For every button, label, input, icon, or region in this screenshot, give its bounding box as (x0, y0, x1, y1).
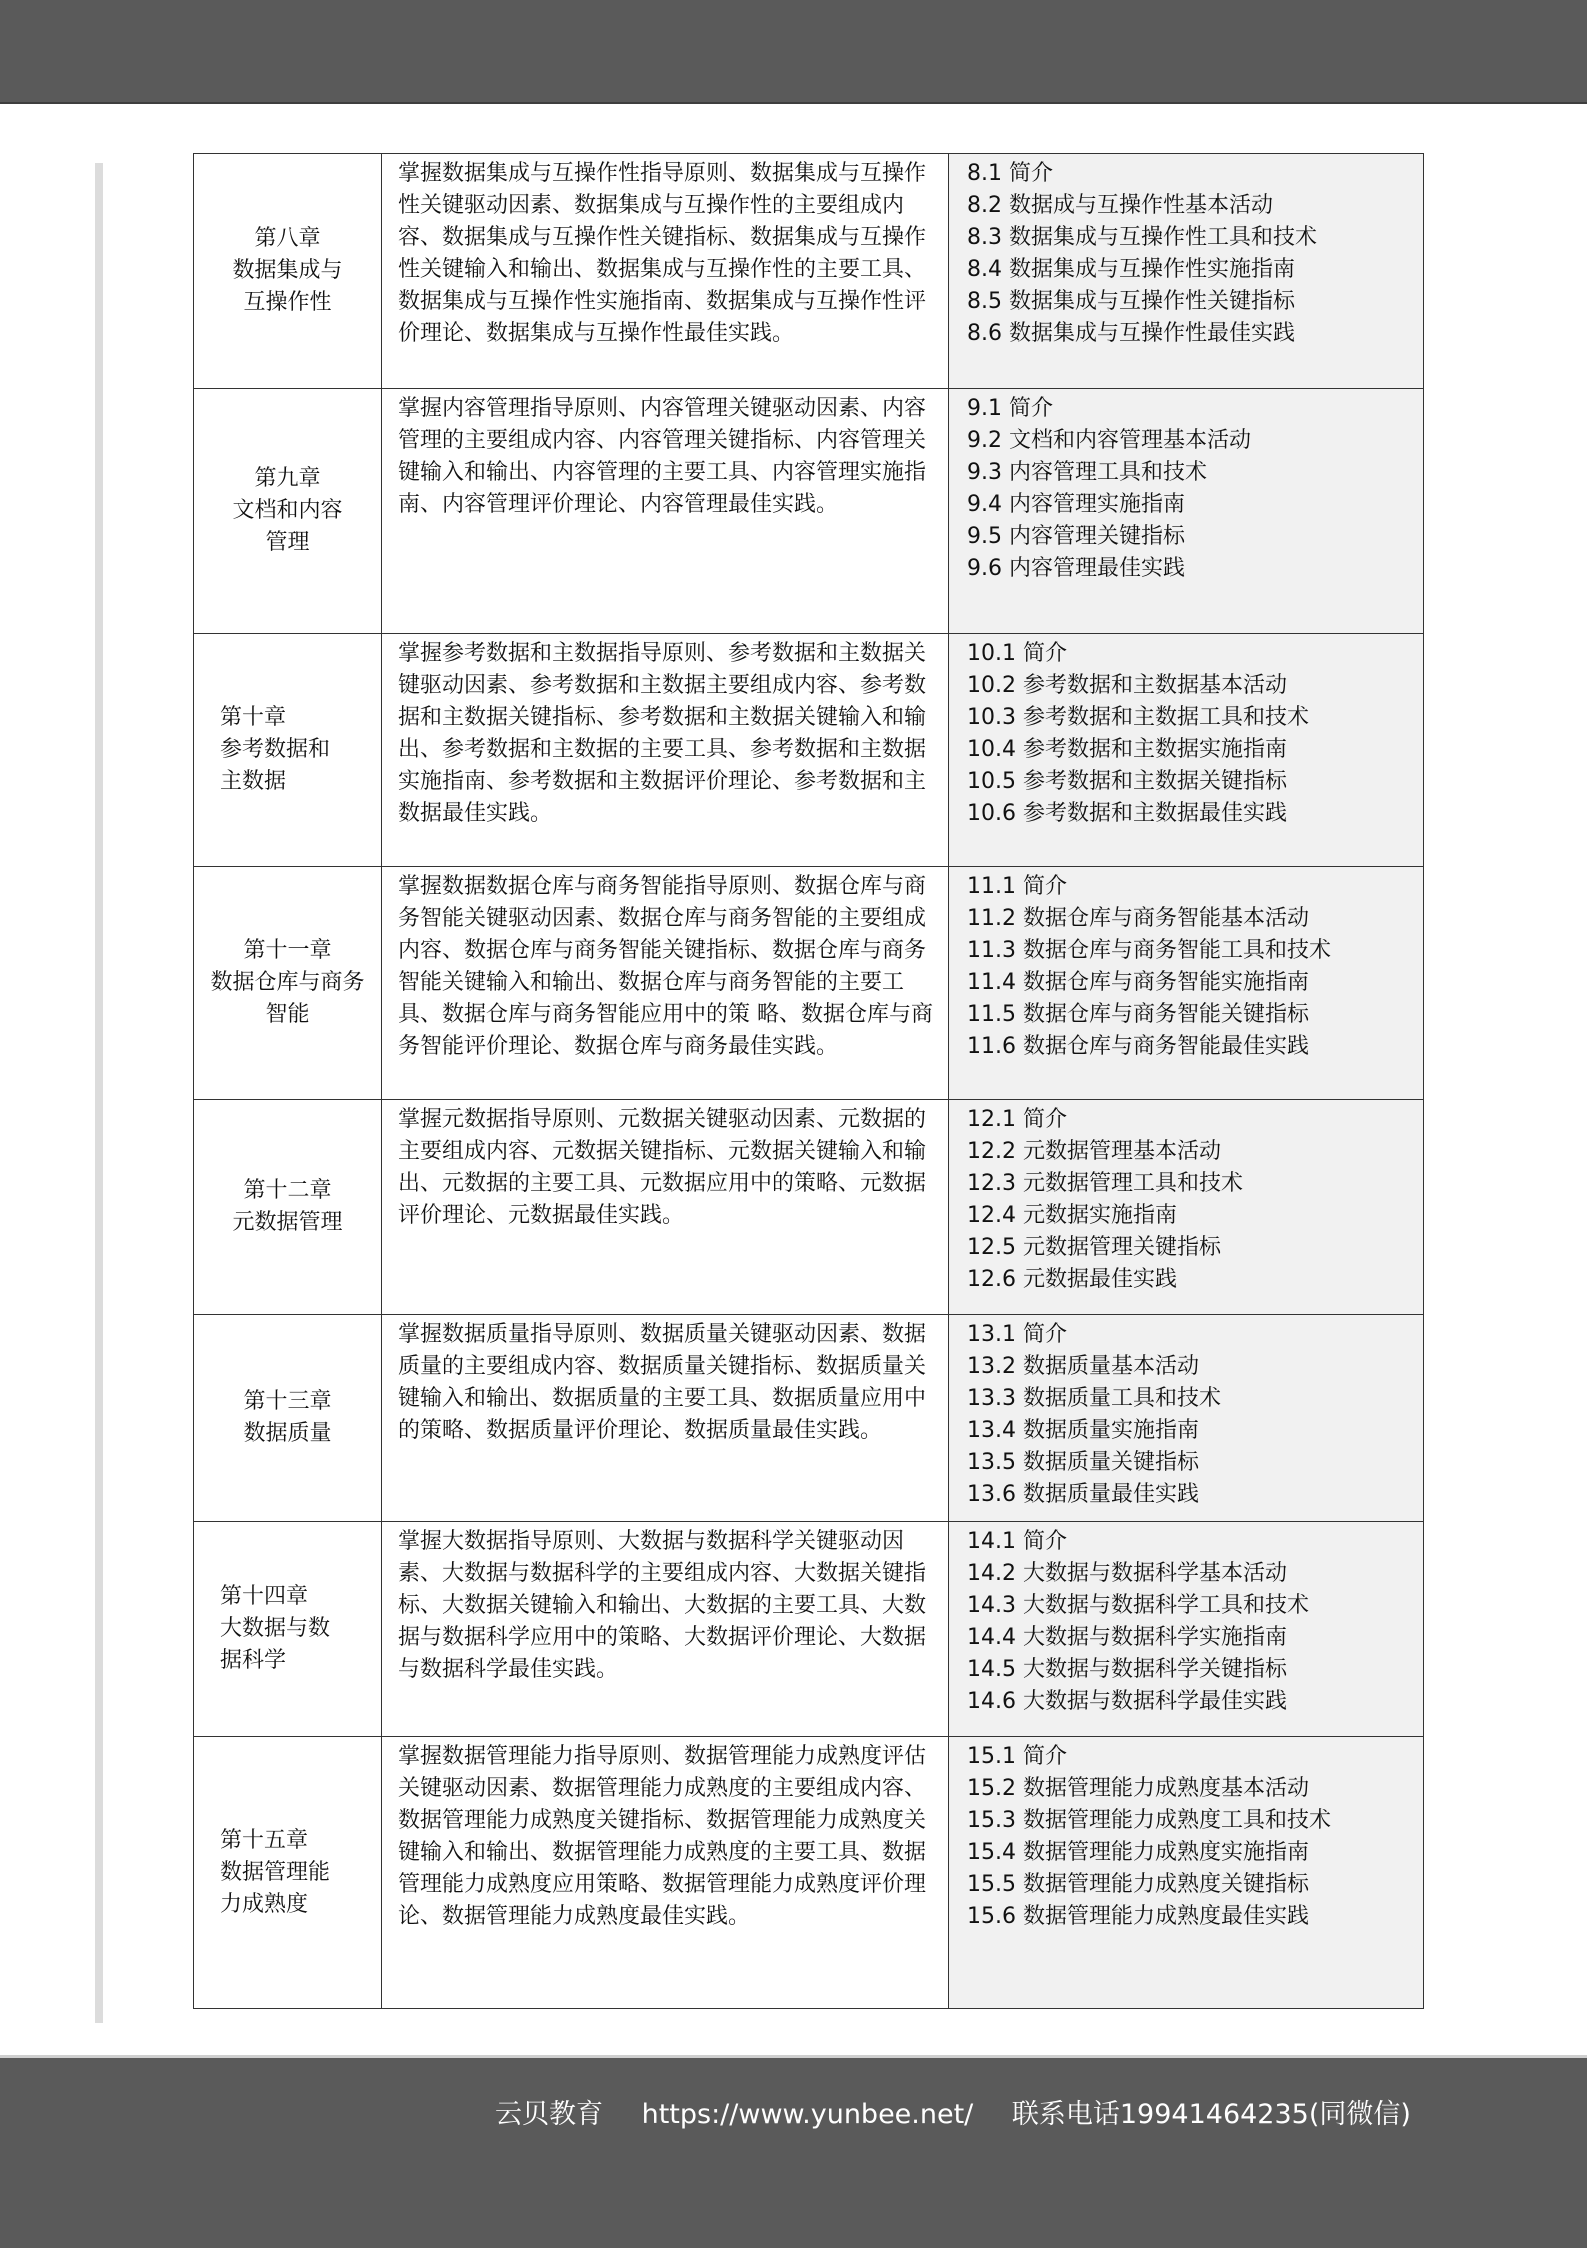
footer-org: 云贝教育 (495, 2099, 603, 2130)
chapter-title-line: 第十章 (220, 705, 287, 730)
chapter-title-line: 第十一章 (243, 938, 332, 963)
section-item: 15.5 数据管理能力成熟度关键指标 (967, 1872, 1309, 1897)
chapter-description: 掌握参考数据和主数据指导原则、参考数据和主数据关键驱动因素、参考数据和主数据主要组成内容、参考数据和主数据关键指标、参考数据和主数据关键输入和输出、参考数据和主数据的主要工具、参考数据和主数据实施指南、参考数据和主数据评价理论、参考数据和主数据最佳实践。 (398, 641, 927, 826)
chapter-title-line: 第十二章 (243, 1178, 332, 1203)
footer-band (0, 2055, 1587, 2248)
chapter-sections-cell (949, 154, 1424, 389)
section-item: 13.1 简介 (967, 1322, 1067, 1347)
section-item: 13.6 数据质量最佳实践 (967, 1482, 1199, 1507)
section-item: 8.6 数据集成与互操作性最佳实践 (967, 321, 1295, 346)
section-item: 8.2 数据成与互操作性基本活动 (967, 193, 1273, 218)
chapter-title-line: 第十五章 (220, 1827, 309, 1853)
chapter-title-line: 据科学 (220, 1648, 287, 1673)
chapter-cell (194, 1737, 382, 2009)
chapter-title-line: 数据集成与 (232, 258, 343, 283)
section-item: 12.3 元数据管理工具和技术 (967, 1171, 1243, 1196)
section-item: 14.1 简介 (967, 1529, 1067, 1554)
chapter-description-cell (382, 1315, 949, 1522)
table-row (194, 634, 1424, 867)
table-row (194, 1315, 1424, 1522)
section-item: 10.5 参考数据和主数据关键指标 (967, 769, 1287, 794)
chapter-description-cell (382, 1737, 949, 2009)
chapter-description: 掌握数据质量指导原则、数据质量关键驱动因素、数据质量的主要组成内容、数据质量关键指标、数据质量关键输入和输出、数据质量的主要工具、数据质量应用中的策略、数据质量评价理论、数据质量最佳实践。 (398, 1322, 927, 1443)
page-margin-rule (95, 163, 103, 2023)
section-item: 8.3 数据集成与互操作性工具和技术 (967, 225, 1317, 250)
chapter-description-cell (382, 1100, 949, 1315)
chapter-sections-cell (949, 1737, 1424, 2009)
header-band (0, 0, 1587, 104)
section-item: 8.5 数据集成与互操作性关键指标 (967, 289, 1295, 314)
chapter-description-cell (382, 867, 949, 1100)
chapter-sections-cell (949, 634, 1424, 867)
chapter-cell (194, 1100, 382, 1315)
footer-info (495, 2092, 1411, 2131)
section-item: 15.4 数据管理能力成熟度实施指南 (967, 1840, 1309, 1865)
chapter-title-line: 互操作性 (243, 290, 332, 315)
section-item: 12.4 元数据实施指南 (967, 1203, 1177, 1228)
section-item: 12.5 元数据管理关键指标 (967, 1235, 1221, 1260)
chapter-description-cell (382, 634, 949, 867)
section-item: 11.5 数据仓库与商务智能关键指标 (967, 1002, 1309, 1027)
chapter-description: 掌握内容管理指导原则、内容管理关键驱动因素、内容管理的主要组成内容、内容管理关键指标、内容管理关键输入和输出、内容管理的主要工具、内容管理实施指南、内容管理评价理论、内容管理最佳实践。 (398, 396, 927, 517)
footer-contact: 联系电话19941464235(同微信) (1011, 2099, 1411, 2130)
chapter-title-line: 参考数据和 (220, 737, 331, 762)
section-item: 8.1 简介 (967, 161, 1053, 186)
table-row (194, 1522, 1424, 1737)
chapter-sections-cell (949, 1522, 1424, 1737)
section-item: 9.6 内容管理最佳实践 (967, 556, 1185, 581)
section-item: 10.2 参考数据和主数据基本活动 (967, 673, 1287, 698)
chapter-title-line: 大数据与数 (220, 1616, 331, 1641)
chapter-description-cell (382, 1522, 949, 1737)
section-item: 12.2 元数据管理基本活动 (967, 1139, 1221, 1164)
section-item: 13.3 数据质量工具和技术 (967, 1386, 1221, 1411)
chapter-description: 掌握大数据指导原则、大数据与数据科学关键驱动因素、大数据与数据科学的主要组成内容、大数据关键指标、大数据关键输入和输出、大数据的主要工具、大数据与数据科学应用中的策略、大数据评价理论、大数据与数据科学最佳实践。 (398, 1529, 927, 1682)
chapter-description: 掌握元数据指导原则、元数据关键驱动因素、元数据的主要组成内容、元数据关键指标、元数据关键输入和输出、元数据的主要工具、元数据应用中的策略、元数据评价理论、元数据最佳实践。 (398, 1107, 927, 1228)
chapter-description: 掌握数据管理能力指导原则、数据管理能力成熟度评估关键驱动因素、数据管理能力成熟度的主要组成内容、数据管理能力成熟度关键指标、数据管理能力成熟度关键输入和输出、数据管理能力成熟度的主要工具、数据管理能力成熟度应用策略、数据管理能力成熟度评价理论、数据管理能力成熟度最佳实践。 (398, 1744, 927, 1929)
chapter-description-cell (382, 154, 949, 389)
table-row (194, 1100, 1424, 1315)
chapter-cell (194, 1522, 382, 1737)
section-item: 10.1 简介 (967, 641, 1067, 666)
chapter-sections-cell (949, 1315, 1424, 1522)
section-item: 11.4 数据仓库与商务智能实施指南 (967, 970, 1309, 995)
table-row (194, 389, 1424, 634)
chapter-title-line: 主数据 (220, 769, 287, 794)
section-item: 9.4 内容管理实施指南 (967, 492, 1185, 517)
chapter-cell (194, 154, 382, 389)
chapter-sections-cell (949, 867, 1424, 1100)
section-item: 14.3 大数据与数据科学工具和技术 (967, 1593, 1309, 1618)
section-item: 9.1 简介 (967, 396, 1053, 421)
chapter-title-line: 管理 (265, 530, 310, 555)
chapter-title-line: 第八章 (254, 226, 321, 251)
section-item: 14.5 大数据与数据科学关键指标 (967, 1657, 1287, 1682)
section-item: 14.2 大数据与数据科学基本活动 (967, 1561, 1287, 1586)
chapter-description-cell (382, 389, 949, 634)
chapter-title-line: 文档和内容 (232, 498, 343, 523)
chapter-cell (194, 867, 382, 1100)
section-item: 9.3 内容管理工具和技术 (967, 460, 1207, 485)
section-item: 10.4 参考数据和主数据实施指南 (967, 737, 1287, 762)
section-item: 10.3 参考数据和主数据工具和技术 (967, 705, 1309, 730)
section-item: 13.5 数据质量关键指标 (967, 1450, 1199, 1475)
syllabus-table-body (194, 154, 1424, 2009)
section-item: 13.2 数据质量基本活动 (967, 1354, 1199, 1379)
section-item: 15.2 数据管理能力成熟度基本活动 (967, 1776, 1309, 1801)
section-item: 11.2 数据仓库与商务智能基本活动 (967, 906, 1309, 931)
chapter-title-line: 智能 (265, 1002, 310, 1027)
table-row (194, 1737, 1424, 2009)
syllabus-table (193, 153, 1424, 2009)
section-item: 11.3 数据仓库与商务智能工具和技术 (967, 938, 1331, 963)
footer-url-link[interactable]: https://www.yunbee.net/ (641, 2099, 974, 2130)
section-item: 15.1 简介 (967, 1744, 1067, 1769)
section-item: 9.5 内容管理关键指标 (967, 524, 1185, 549)
section-item: 14.6 大数据与数据科学最佳实践 (967, 1689, 1287, 1714)
chapter-title-line: 第十三章 (243, 1389, 332, 1414)
chapter-title-line: 数据仓库与商务 (210, 970, 365, 995)
chapter-title-line: 第十四章 (220, 1584, 309, 1609)
chapter-title-line: 数据质量 (243, 1421, 332, 1446)
section-item: 9.2 文档和内容管理基本活动 (967, 428, 1251, 453)
section-item: 15.6 数据管理能力成熟度最佳实践 (967, 1904, 1309, 1929)
chapter-title-line: 力成熟度 (220, 1891, 309, 1917)
section-item: 10.6 参考数据和主数据最佳实践 (967, 801, 1287, 826)
section-item: 8.4 数据集成与互操作性实施指南 (967, 257, 1295, 282)
chapter-title-line: 数据管理能 (220, 1859, 331, 1885)
chapter-title-line: 第九章 (254, 466, 321, 491)
table-row (194, 154, 1424, 389)
chapter-cell (194, 1315, 382, 1522)
chapter-cell (194, 389, 382, 634)
table-row (194, 867, 1424, 1100)
chapter-description: 掌握数据集成与互操作性指导原则、数据集成与互操作性关键驱动因素、数据集成与互操作性的主要组成内容、数据集成与互操作性关键指标、数据集成与互操作性关键输入和输出、数据集成与互操作性的主要工具、数据集成与互操作性实施指南、数据集成与互操作性评价理论、数据集成与互操作性最佳实践。 (398, 161, 927, 346)
chapter-cell (194, 634, 382, 867)
section-item: 11.6 数据仓库与商务智能最佳实践 (967, 1034, 1309, 1059)
section-item: 15.3 数据管理能力成熟度工具和技术 (967, 1808, 1331, 1833)
section-item: 12.1 简介 (967, 1107, 1067, 1132)
section-item: 14.4 大数据与数据科学实施指南 (967, 1625, 1287, 1650)
chapter-sections-cell (949, 389, 1424, 634)
chapter-description: 掌握数据数据仓库与商务智能指导原则、数据仓库与商务智能关键驱动因素、数据仓库与商务智能的主要组成内容、数据仓库与商务智能关键指标、数据仓库与商务智能关键输入和输出、数据仓库与商务智能的主要工具、数据仓库与商务智能应用中的策 略、数据仓库与商务智能评价理论、数据仓库与商务最佳实践。 (398, 874, 933, 1059)
chapter-sections-cell (949, 1100, 1424, 1315)
section-item: 11.1 简介 (967, 874, 1067, 899)
section-item: 12.6 元数据最佳实践 (967, 1267, 1177, 1292)
chapter-title-line: 元数据管理 (232, 1210, 343, 1235)
section-item: 13.4 数据质量实施指南 (967, 1418, 1199, 1443)
